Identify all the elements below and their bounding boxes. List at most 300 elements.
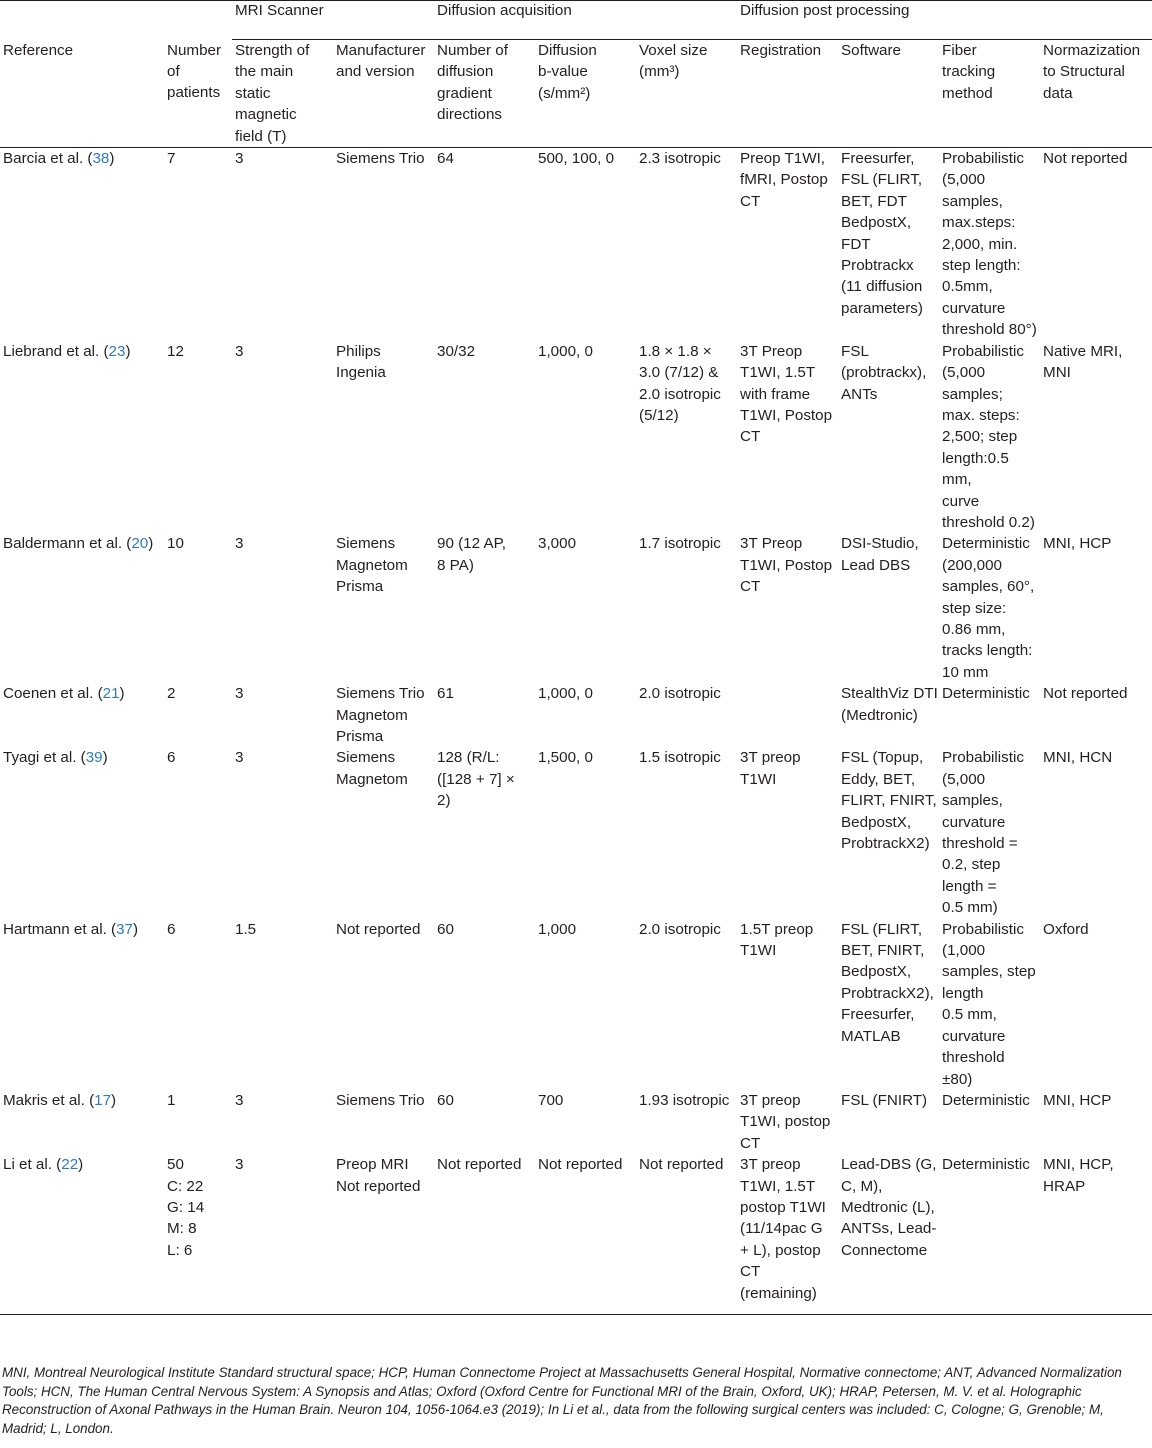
cell-line: 50 (167, 1156, 184, 1174)
table-cell (1040, 148, 1152, 341)
cell-line: FSL (841, 342, 869, 360)
column-header-line: b-value (538, 63, 588, 81)
cell-line: Deterministic (942, 685, 1030, 703)
column-header-line: Strength of (235, 42, 310, 59)
table-cell (164, 919, 232, 1090)
cell-line: Not reported (639, 1156, 724, 1174)
table-cell (333, 747, 434, 918)
table-cell (434, 747, 535, 918)
cell-line: with frame (740, 385, 811, 403)
cell-line: 3T preop (740, 1156, 801, 1174)
cell-line: 3,000 (538, 535, 577, 553)
cell-line: T1WI, Postop (740, 406, 833, 424)
table-cell (434, 1090, 535, 1154)
table-cell (164, 683, 232, 747)
column-header-line: the main (235, 63, 294, 81)
cell-line: step length: (942, 257, 1021, 275)
cell-line: Not reported (336, 1177, 421, 1195)
reference-link[interactable]: 37 (116, 920, 134, 938)
cell-line: BedpostX, (841, 963, 912, 981)
cell-line: BedpostX, (841, 214, 912, 232)
reference-link[interactable]: 22 (61, 1156, 79, 1174)
cell-line: threshold 80°) (942, 321, 1037, 339)
cell-line: Deterministic (942, 1156, 1030, 1174)
cell-line: samples, step (942, 963, 1036, 981)
cell-line: Siemens (336, 749, 396, 767)
cell-line: curvature (942, 1027, 1006, 1045)
cell-line: 2.0 isotropic (639, 385, 721, 403)
reference-close: ) (102, 749, 108, 767)
cell-line: (remaining) (740, 1284, 817, 1302)
cell-line: Not reported (1043, 685, 1128, 703)
column-header-line: method (942, 84, 993, 102)
table-cell (1040, 683, 1152, 747)
cell-line: 2,000, min. (942, 235, 1018, 253)
column-header-line: Diffusion (538, 42, 597, 59)
reference-link[interactable]: 20 (131, 535, 149, 553)
cell-line: (5,000 (942, 171, 986, 189)
cell-line: 6 (167, 920, 176, 938)
cell-line: max.steps: (942, 214, 1016, 232)
cell-line: 0.86 mm, (942, 620, 1006, 638)
table-row (0, 683, 1152, 747)
cell-line: samples, (942, 192, 1003, 210)
table-row (0, 341, 1152, 534)
column-header-line: magnetic (235, 106, 297, 124)
table-cell (636, 747, 737, 918)
cell-line: 2) (437, 792, 451, 810)
reference-link[interactable]: 21 (102, 685, 120, 703)
cell-line: Probtrackx (841, 257, 914, 275)
cell-line: CT (740, 578, 761, 596)
table-cell (1040, 341, 1152, 534)
cell-line: (200,000 (942, 556, 1003, 574)
cell-line: parameters) (841, 299, 923, 317)
reference-link[interactable]: 17 (94, 1091, 112, 1109)
table-cell (535, 148, 636, 341)
table-cell (737, 919, 838, 1090)
cell-line: FSL (FLIRT, (841, 920, 923, 938)
reference-author: Baldermann et al. ( (3, 535, 132, 553)
cell-line: T1WI, 1.5T (740, 1177, 816, 1195)
table-cell (1040, 533, 1152, 683)
column-header-line: and version (336, 63, 415, 81)
cell-line: ([128 + 7] × (437, 770, 515, 788)
cell-line: 2.3 isotropic (639, 150, 721, 168)
cell-line: (1,000 (942, 942, 986, 960)
table-cell (232, 341, 333, 534)
cell-line: fMRI, Postop (740, 171, 828, 189)
column-header-line: field (T) (235, 127, 287, 145)
table-cell (636, 683, 737, 747)
cell-line: 3T Preop (740, 535, 803, 553)
reference-close: ) (148, 535, 154, 553)
reference-cell (0, 1090, 164, 1154)
cell-line: Medtronic (L), (841, 1198, 935, 1216)
column-header-row (0, 40, 1152, 148)
column-header-6 (636, 40, 737, 148)
reference-cell (0, 919, 164, 1090)
cell-line: 10 mm (942, 663, 989, 681)
table-cell (737, 1090, 838, 1154)
cell-line: Siemens Trio (336, 685, 425, 703)
cell-line: G: 14 (167, 1198, 205, 1216)
group-diffusion-post-processing: Diffusion post processing (737, 0, 1152, 40)
table-cell (232, 1090, 333, 1154)
table-cell (535, 1090, 636, 1154)
cell-line: Not reported (437, 1156, 522, 1174)
cell-line: MNI, HCP (1043, 535, 1112, 553)
table-cell (636, 919, 737, 1090)
cell-line: 0.5 mm) (942, 899, 998, 917)
cell-line: threshold 0.2) (942, 513, 1035, 531)
cell-line: FDT (841, 235, 871, 253)
cell-line: DSI-Studio, (841, 535, 919, 553)
cell-line: 500, 100, 0 (538, 150, 615, 168)
column-header-2 (232, 40, 333, 148)
group-header-row (0, 0, 1152, 40)
table-cell (333, 919, 434, 1090)
cell-line: 2.0 isotropic (639, 685, 721, 703)
cell-line: Siemens Trio (336, 1091, 425, 1109)
table-cell (939, 747, 1040, 918)
cell-line: 128 (R/L: (437, 749, 500, 767)
table-cell (232, 683, 333, 747)
cell-line: C, M), (841, 1177, 883, 1195)
table-cell (939, 1090, 1040, 1154)
column-header-5 (535, 40, 636, 148)
table-cell (535, 341, 636, 534)
reference-link[interactable]: 39 (85, 749, 103, 767)
reference-author: Barcia et al. ( (3, 150, 93, 168)
cell-line: MNI (1043, 364, 1071, 382)
column-header-line: Normazization (1043, 42, 1141, 59)
column-header-line: data (1043, 84, 1073, 102)
cell-line: Probabilistic (942, 342, 1024, 360)
cell-line: 3 (235, 749, 244, 767)
cell-line: FSL (FNIRT) (841, 1091, 928, 1109)
cell-line: ProbtrackX2) (841, 835, 930, 853)
column-header-line: Software (841, 42, 901, 59)
cell-line: ±80) (942, 1070, 973, 1088)
cell-line: 61 (437, 685, 454, 703)
cell-line: Prisma (336, 728, 384, 745)
cell-line: 10 (167, 535, 184, 553)
cell-line: CT (740, 1134, 761, 1152)
column-header-line: Number of (437, 42, 508, 59)
cell-line: 3T preop (740, 1091, 801, 1109)
table-cell (838, 919, 939, 1090)
cell-line: 3 (235, 150, 244, 168)
column-header-line: Number (167, 41, 222, 59)
reference-cell (0, 1154, 164, 1314)
table-cell (535, 919, 636, 1090)
table-cell (333, 1090, 434, 1154)
cell-line: Lead-DBS (G, (841, 1156, 937, 1174)
cell-line: 3 (235, 1091, 244, 1109)
cell-line: Native MRI, (1043, 342, 1123, 360)
column-header-9 (939, 40, 1040, 148)
reference-cell (0, 683, 164, 747)
cell-line: samples, (942, 792, 1003, 810)
table-cell (838, 533, 939, 683)
reference-author: Liebrand et al. ( (3, 342, 109, 360)
table-cell (535, 533, 636, 683)
table-cell (939, 1154, 1040, 1314)
table-cell (232, 1154, 333, 1314)
column-header-4 (434, 40, 535, 148)
table-cell (1040, 919, 1152, 1090)
table-cell (838, 341, 939, 534)
cell-line: curvature (942, 813, 1006, 831)
cell-line: (5,000 (942, 364, 986, 382)
column-header-line: Voxel size (639, 42, 708, 59)
group-mri-scanner: MRI Scanner (232, 0, 434, 40)
reference-cell (0, 747, 164, 918)
table-cell (164, 341, 232, 534)
cell-line: Not reported (1043, 150, 1128, 168)
table-cell (636, 148, 737, 341)
cell-line: 1,000, 0 (538, 342, 593, 360)
cell-line: 2,500; step (942, 428, 1018, 446)
reference-close: ) (109, 150, 115, 168)
cell-line: 1,500, 0 (538, 749, 593, 767)
table-cell (1040, 747, 1152, 918)
reference-author: Li et al. ( (3, 1156, 62, 1174)
cell-line: T1WI (740, 942, 777, 960)
cell-line: 0.2, step (942, 856, 1001, 874)
cell-line: (11/14pac G (740, 1220, 823, 1238)
cell-line: 1 (167, 1091, 176, 1109)
reference-author: Coenen et al. ( (3, 685, 103, 703)
column-header-line: of (167, 62, 180, 80)
table-cell (737, 341, 838, 534)
cell-line: Eddy, BET, (841, 770, 916, 788)
cell-line: 60 (437, 1091, 454, 1109)
table-cell (232, 747, 333, 918)
table-cell (1040, 1154, 1152, 1314)
table-cell (164, 148, 232, 341)
cell-line: Philips Ingenia (336, 342, 386, 382)
reference-cell (0, 533, 164, 683)
cell-line: Probabilistic (942, 749, 1024, 767)
table-row (0, 919, 1152, 1090)
column-header-line: static (235, 84, 271, 102)
column-header-line: Registration (740, 42, 822, 59)
cell-line: 90 (12 AP, (437, 535, 506, 553)
table-cell (333, 148, 434, 341)
cell-line: 60 (437, 920, 454, 938)
cell-line: MNI, HCP, (1043, 1156, 1114, 1174)
cell-line: 1.5T preop (740, 920, 814, 938)
cell-line: curve (942, 492, 980, 510)
table-cell (164, 1090, 232, 1154)
table-cell (434, 148, 535, 341)
table-cell (737, 1154, 838, 1314)
cell-line: 7 (167, 150, 176, 168)
cell-line: T1WI, Postop (740, 556, 833, 574)
table-cell (434, 1154, 535, 1314)
cell-line: + L), postop (740, 1241, 821, 1259)
table-cell (838, 1154, 939, 1314)
cell-line: MATLAB (841, 1027, 901, 1045)
table-row (0, 1154, 1152, 1314)
cell-line: 3.0 (7/12) & (639, 364, 719, 382)
cell-line: 6 (167, 749, 176, 767)
cell-line: M: 8 (167, 1220, 197, 1238)
cell-line: 0.5 mm, (942, 1006, 997, 1024)
cell-line: Magnetom (336, 556, 408, 574)
cell-line: FSL (FLIRT, (841, 171, 923, 189)
column-header-0 (0, 40, 164, 148)
cell-line: T1WI (740, 770, 777, 788)
column-header-line: to Structural (1043, 63, 1125, 81)
cell-line: length:0.5 mm, (942, 449, 1009, 489)
column-header-line: diffusion (437, 63, 494, 81)
table-cell (333, 1154, 434, 1314)
cell-line: 30/32 (437, 342, 476, 360)
reference-close: ) (125, 342, 131, 360)
table-cell (737, 148, 838, 341)
cell-line: StealthViz DTI (841, 685, 938, 703)
table-cell (636, 341, 737, 534)
table-cell (232, 919, 333, 1090)
cell-line: Freesurfer, (841, 1006, 915, 1024)
table-cell (636, 533, 737, 683)
reference-link[interactable]: 38 (92, 150, 110, 168)
table-cell (838, 1090, 939, 1154)
column-header-7 (737, 40, 838, 148)
group-diffusion-acquisition: Diffusion acquisition (434, 0, 737, 40)
cell-line: 1.5 (235, 920, 257, 938)
cell-line: Siemens Trio (336, 150, 425, 168)
column-header-line: Fiber (942, 42, 977, 59)
cell-line: 8 PA) (437, 556, 474, 574)
cell-line: 3 (235, 342, 244, 360)
cell-line: Preop T1WI, (740, 150, 826, 168)
cell-line: 1,000, 0 (538, 685, 593, 703)
cell-line: Not reported (538, 1156, 623, 1174)
cell-line: tracks length: (942, 642, 1033, 660)
cell-line: Magnetom (336, 706, 408, 724)
table-cell (434, 683, 535, 747)
cell-line: Not reported (336, 920, 421, 938)
cell-line: FLIRT, FNIRT, (841, 792, 937, 810)
column-header-line: patients (167, 84, 221, 102)
table-cell (535, 683, 636, 747)
reference-close: ) (111, 1091, 117, 1109)
cell-line: ANTs (841, 385, 878, 403)
cell-line: threshold = (942, 835, 1018, 853)
cell-line: ProbtrackX2), (841, 984, 934, 1002)
cell-line: 3T preop (740, 749, 801, 767)
table-cell (164, 1154, 232, 1314)
cell-line: BedpostX, (841, 813, 912, 831)
table-cell (164, 747, 232, 918)
cell-line: Deterministic (942, 1091, 1030, 1109)
table-row (0, 747, 1152, 918)
table-cell (737, 747, 838, 918)
table-cell (737, 533, 838, 683)
cell-line: Freesurfer, (841, 150, 915, 168)
cell-line: step size: (942, 599, 1007, 617)
table-cell (636, 1154, 737, 1314)
cell-line: ANTSs, Lead- (841, 1220, 937, 1238)
reference-author: Hartmann et al. ( (3, 920, 117, 938)
cell-line: Preop MRI (336, 1156, 409, 1174)
column-header-line: tracking (942, 63, 996, 81)
cell-line: FSL (Topup, (841, 749, 924, 767)
table-cell (939, 919, 1040, 1090)
cell-line: 2.0 isotropic (639, 920, 721, 938)
table-cell (333, 683, 434, 747)
cell-line: MNI, HCN (1043, 749, 1113, 767)
cell-line: length (942, 984, 984, 1002)
cell-line: C: 22 (167, 1177, 204, 1195)
cell-line: CT (740, 192, 761, 210)
cell-line: 1.7 isotropic (639, 535, 721, 553)
table-cell (333, 341, 434, 534)
cell-line: samples; (942, 385, 1003, 403)
cell-line: (Medtronic) (841, 706, 918, 724)
cell-line: CT (740, 428, 761, 446)
cell-line: L: 6 (167, 1241, 193, 1259)
table-cell (939, 533, 1040, 683)
table-row (0, 533, 1152, 683)
table-cell (1040, 1090, 1152, 1154)
cell-line: (5,000 (942, 770, 986, 788)
cell-line: T1WI, postop (740, 1113, 831, 1131)
cell-line: HRAP (1043, 1177, 1086, 1195)
cell-line: 1.5 isotropic (639, 749, 721, 767)
reference-cell (0, 148, 164, 341)
table-cell (232, 148, 333, 341)
cell-line: 700 (538, 1091, 564, 1109)
cell-line: 0.5mm, (942, 278, 993, 296)
table-cell (164, 533, 232, 683)
group-spacer (0, 0, 232, 40)
cell-line: (11 diffusion (841, 278, 923, 296)
table-row (0, 148, 1152, 341)
cell-line: 1.8 × 1.8 × (639, 342, 712, 360)
table-cell (838, 148, 939, 341)
table-cell (737, 683, 838, 747)
cell-line: threshold (942, 1049, 1005, 1067)
table-cell (939, 341, 1040, 534)
cell-line: (5/12) (639, 406, 679, 424)
table-cell (232, 533, 333, 683)
reference-link[interactable]: 23 (108, 342, 126, 360)
cell-line: 1,000 (538, 920, 577, 938)
cell-line: BET, FDT (841, 192, 907, 210)
cell-line: Connectome (841, 1241, 928, 1259)
column-header-8 (838, 40, 939, 148)
cell-line: 3 (235, 1156, 244, 1174)
cell-line: BET, FNIRT, (841, 942, 925, 960)
reference-close: ) (133, 920, 139, 938)
reference-author: Makris et al. ( (3, 1091, 95, 1109)
cell-line: (probtrackx), (841, 364, 927, 382)
cell-line: Prisma (336, 578, 384, 596)
column-header-line: (s/mm²) (538, 84, 591, 102)
table-cell (636, 1090, 737, 1154)
column-header-10 (1040, 40, 1152, 148)
cell-line: 3 (235, 685, 244, 703)
column-header-line: (mm³) (639, 63, 680, 81)
cell-line: curvature (942, 299, 1006, 317)
column-header-line: Reference (3, 41, 74, 59)
cell-line: postop T1WI (740, 1198, 826, 1216)
